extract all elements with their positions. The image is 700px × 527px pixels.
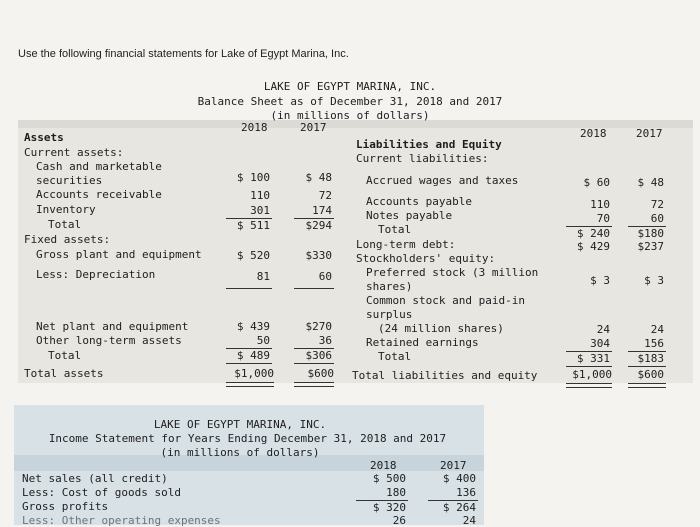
- bs-title: Balance Sheet as of December 31, 2018 and 2017: [197, 95, 503, 108]
- olta-2018: 50: [256, 334, 270, 347]
- cogs-2017: 136: [456, 486, 476, 499]
- sales-2017: $ 400: [442, 472, 476, 485]
- is-company: LAKE OF EGYPT MARINA, INC.: [153, 418, 327, 431]
- ca-total-label: Total: [48, 218, 82, 231]
- dep-label: Less: Depreciation: [36, 268, 156, 281]
- sales-2018: $ 500: [372, 472, 406, 485]
- re-2018: 304: [590, 337, 610, 350]
- cs-2018: 24: [596, 323, 610, 336]
- np-label: Notes payable: [366, 209, 453, 222]
- inv-2017: 174: [312, 204, 332, 217]
- cash-label-2: securities: [36, 174, 103, 187]
- olta-label: Other long-term assets: [36, 334, 182, 347]
- tle-2017: $600: [637, 368, 664, 381]
- cash-label-1: Cash and marketable: [36, 160, 162, 173]
- cl-total-label: Total: [378, 223, 412, 236]
- np-2017: 60: [650, 212, 664, 225]
- cs-label-2: surplus: [366, 308, 413, 321]
- total-assets-2017: $600: [307, 367, 334, 380]
- gpe-2018: $ 520: [236, 249, 270, 262]
- cash-2018: $ 100: [236, 171, 270, 184]
- ap-2018: 110: [590, 198, 610, 211]
- assets-heading: Assets: [24, 131, 64, 144]
- intro-text: Use the following financial statements for Lake of Egypt Marina, Inc.: [18, 48, 349, 60]
- gp-label: Gross profits: [22, 500, 109, 513]
- ps-2017: $ 3: [644, 274, 664, 287]
- ltd-label: Long-term debt:: [356, 238, 456, 251]
- ca-total-2018: $ 511: [236, 219, 270, 232]
- gp-2018: $ 320: [372, 501, 406, 514]
- rule-fa-2018: [226, 363, 272, 364]
- bs-units: (in millions of dollars): [270, 109, 430, 122]
- current-assets-label: Current assets:: [24, 146, 124, 159]
- cogs-label: Less: Cost of goods sold: [22, 486, 181, 499]
- awt-label: Accrued wages and taxes: [366, 174, 519, 187]
- dep-2018: 81: [256, 270, 270, 283]
- dep-2017: 60: [318, 270, 332, 283]
- ap-2017: 72: [650, 198, 664, 211]
- dul-assets-2018: [226, 382, 274, 387]
- is-year-2018: 2018: [370, 459, 397, 472]
- fa-total-2017: $306: [305, 349, 332, 362]
- inv-label: Inventory: [36, 203, 96, 216]
- cogs-2018: 180: [386, 486, 406, 499]
- ap-label: Accounts payable: [366, 195, 472, 208]
- awt-2017: $ 48: [637, 176, 664, 189]
- cl-label: Current liabilities:: [356, 152, 489, 165]
- bs-year-2017-right: 2017: [636, 127, 663, 140]
- se-total-label: Total: [378, 350, 412, 363]
- dul-assets-2017: [294, 382, 334, 387]
- npe-2017: $270: [305, 320, 332, 333]
- npe-2018: $ 439: [236, 320, 270, 333]
- gpe-label: Gross plant and equipment: [36, 248, 202, 261]
- ar-2018: 110: [250, 189, 270, 202]
- is-year-2017: 2017: [440, 459, 467, 472]
- fa-total-2018: $ 489: [236, 349, 270, 362]
- le-heading: Liabilities and Equity: [356, 138, 502, 151]
- tle-2018: $1,000: [572, 368, 612, 381]
- dul-tle-2017: [628, 383, 666, 388]
- ca-total-2017: $294: [305, 219, 332, 232]
- cs-label-3: (24 million shares): [378, 322, 504, 335]
- ps-label-2: shares): [366, 280, 413, 293]
- ooe-2017: 24: [462, 514, 476, 527]
- bs-company: LAKE OF EGYPT MARINA, INC.: [263, 80, 437, 93]
- rule-dep-2017: [294, 288, 334, 289]
- dul-tle-2018: [566, 383, 612, 388]
- rule-dep-2018: [226, 288, 272, 289]
- awt-2018: $ 60: [583, 176, 610, 189]
- gp-2017: $ 264: [442, 501, 476, 514]
- ps-2018: $ 3: [590, 274, 610, 287]
- re-2017: 156: [644, 337, 664, 350]
- cl-total-2018: $ 240: [576, 227, 610, 240]
- cash-2017: $ 48: [305, 171, 332, 184]
- se-total-2017: $183: [637, 352, 664, 365]
- bs-year-2018-right: 2018: [580, 127, 607, 140]
- ooe-label: Less: Other operating expenses: [22, 514, 221, 527]
- ltd-2017: $237: [637, 240, 664, 253]
- cs-2017: 24: [650, 323, 664, 336]
- bs-year-2017-left: 2017: [300, 121, 327, 134]
- se-label: Stockholders' equity:: [356, 252, 496, 265]
- se-total-2018: $ 331: [576, 352, 610, 365]
- ps-label-1: Preferred stock (3 million: [366, 266, 539, 279]
- cs-label-1: Common stock and paid-in: [366, 294, 525, 307]
- olta-2017: 36: [318, 334, 332, 347]
- ar-2017: 72: [318, 189, 332, 202]
- ltd-2018: $ 429: [576, 240, 610, 253]
- rule-se-2018: [566, 366, 612, 367]
- cl-total-2017: $180: [637, 227, 664, 240]
- bs-year-2018-left: 2018: [241, 121, 268, 134]
- gpe-2017: $330: [305, 249, 332, 262]
- is-title: Income Statement for Years Ending December 31, 2018 and 2017: [48, 432, 447, 445]
- total-assets-label: Total assets: [24, 367, 104, 380]
- fa-total-label: Total: [48, 349, 82, 362]
- is-units: (in millions of dollars): [160, 446, 320, 459]
- rule-se-2017: [628, 366, 666, 367]
- re-label: Retained earnings: [366, 336, 479, 349]
- ooe-2018: 26: [392, 514, 406, 527]
- ar-label: Accounts receivable: [36, 188, 162, 201]
- tle-label: Total liabilities and equity: [352, 369, 538, 382]
- fixed-assets-label: Fixed assets:: [24, 233, 111, 246]
- sales-label: Net sales (all credit): [22, 472, 168, 485]
- inv-2018: 301: [250, 204, 270, 217]
- rule-fa-2017: [294, 363, 334, 364]
- total-assets-2018: $1,000: [234, 367, 274, 380]
- np-2018: 70: [596, 212, 610, 225]
- npe-label: Net plant and equipment: [36, 320, 189, 333]
